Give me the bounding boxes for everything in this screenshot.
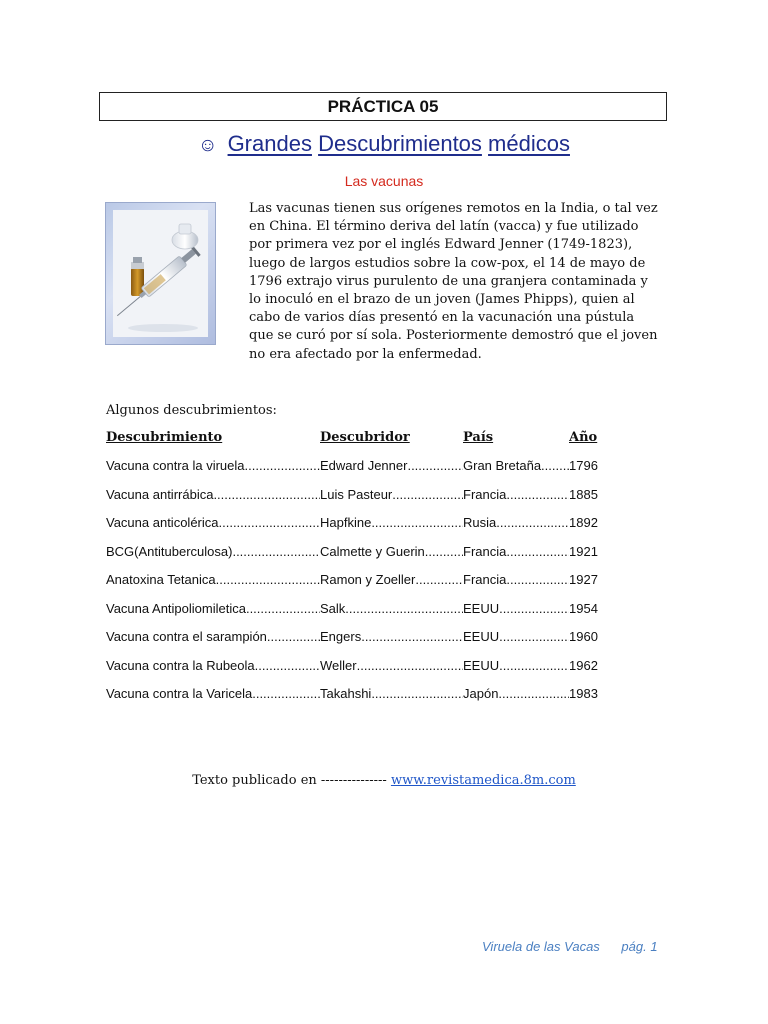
leader-dots <box>371 686 463 701</box>
header-descubrimiento: Descubrimiento <box>106 430 223 445</box>
leader-dots <box>357 658 463 673</box>
cell-descubridor: Ramon y Zoeller ..... <box>320 572 463 587</box>
table-row <box>106 658 606 678</box>
intro-line: en China. El término deriva del latín (vacca) y fue utilizado <box>249 219 639 235</box>
leader-dots <box>499 601 569 616</box>
leader-dots <box>267 629 320 644</box>
cell-pais: Japón ..... <box>463 686 569 701</box>
cell-descubrimiento: Vacuna antirrábica ..... <box>106 487 320 502</box>
intro-line: 1796 extrajo virus purulento de una granjera contaminada y <box>249 273 648 289</box>
leader-dots <box>219 515 321 530</box>
leader-dots <box>499 658 569 673</box>
main-heading <box>0 131 768 157</box>
cell-pais: EEUU ..... <box>463 629 569 644</box>
page-footer <box>482 939 658 954</box>
table-row <box>106 487 606 507</box>
cell-pais: Gran Bretaña ..... <box>463 458 569 473</box>
leader-dots <box>496 515 569 530</box>
cell-ano: 1927 <box>569 572 598 587</box>
leader-dots <box>245 458 320 473</box>
intro-line: que se curó por sí sola. Posteriormente demostró que el joven <box>249 328 658 344</box>
cell-descubridor: Weller ..... <box>320 658 463 673</box>
table-row <box>106 544 606 564</box>
published-link[interactable]: www.revistamedica.8m.com <box>390 773 576 788</box>
section-subheading: Las vacunas <box>344 173 424 189</box>
leader-dots <box>499 629 569 644</box>
cell-ano: 1921 <box>569 543 598 559</box>
published-line <box>0 773 768 788</box>
cell-pais: EEUU ..... <box>463 601 569 616</box>
leader-dots <box>213 487 320 502</box>
leader-dots <box>407 458 463 473</box>
cell-descubrimiento: Vacuna Antipoliomiletica ..... <box>106 601 320 616</box>
cell-ano: 1954 <box>569 600 598 616</box>
leader-dots <box>415 572 463 587</box>
leader-dots <box>345 601 463 616</box>
leader-dots <box>255 658 320 673</box>
cell-ano: 1983 <box>569 686 598 701</box>
cell-pais: Rusia ..... <box>463 515 569 530</box>
cell-descubrimiento: Vacuna contra la Rubeola ..... <box>106 658 320 673</box>
table-row <box>106 686 606 706</box>
heading-word-medicos: médicos <box>488 131 570 156</box>
cell-descubridor: Salk ..... <box>320 601 463 616</box>
cell-pais: Francia ..... <box>463 572 569 587</box>
cell-descubridor: Hapfkine ..... <box>320 515 463 530</box>
cell-ano: 1796 <box>569 458 598 473</box>
cell-ano: 1892 <box>569 515 598 530</box>
intro-line: no era afectado por la enfermedad. <box>249 346 482 362</box>
table-row <box>106 629 606 649</box>
table-row <box>106 515 606 535</box>
header-descubridor: Descubridor <box>320 430 410 445</box>
vaccine-photo-image <box>113 210 208 337</box>
cell-descubrimiento: BCG(Antituberculosa) ..... <box>106 544 320 559</box>
cell-descubrimiento: Vacuna contra la Varicela ..... <box>106 686 320 701</box>
leader-dots <box>232 544 320 559</box>
leader-dots <box>425 544 463 559</box>
cell-ano: 1962 <box>569 657 598 673</box>
cell-descubrimiento: Vacuna contra la viruela ..... <box>106 458 320 473</box>
cell-descubridor: Edward Jenner ..... <box>320 458 463 473</box>
leader-dots <box>506 544 569 559</box>
table-row <box>106 572 606 592</box>
table-row <box>106 458 606 478</box>
syringe-vial-illustration <box>113 210 208 337</box>
heading-word-grandes: Grandes <box>227 131 312 156</box>
intro-line: por primera vez por el inglés Edward Jenner (1749-1823), <box>249 237 633 253</box>
leader-dots <box>541 458 569 473</box>
leader-dots <box>371 515 463 530</box>
leader-dots <box>246 601 320 616</box>
cell-pais: Francia ..... <box>463 487 569 502</box>
table-row <box>106 601 606 621</box>
heading-word-descubrimientos: Descubrimientos <box>318 131 482 156</box>
page-title-box <box>99 92 667 121</box>
cell-descubrimiento: Vacuna anticolérica ..... <box>106 515 320 530</box>
intro-line: Las vacunas tienen sus orígenes remotos en la India, o tal vez <box>249 201 658 216</box>
cell-descubridor: Engers ..... <box>320 629 463 644</box>
header-pais: País <box>463 430 494 445</box>
cell-pais: EEUU ..... <box>463 658 569 673</box>
leader-dots <box>216 572 320 587</box>
leader-dots <box>392 487 463 502</box>
leader-dots <box>498 686 569 701</box>
cell-pais: Francia ..... <box>463 544 569 559</box>
leader-dots <box>252 686 320 701</box>
intro-line: cabo de varios días presentó en la vacunación una pústula <box>249 310 635 326</box>
cell-descubrimiento: Anatoxina Tetanica ..... <box>106 572 320 587</box>
cell-ano: 1960 <box>569 629 598 644</box>
smiley-icon: ☺ <box>198 135 218 156</box>
cell-descubrimiento: Vacuna contra el sarampión ..... <box>106 629 320 644</box>
list-intro: Algunos descubrimientos: <box>106 403 277 418</box>
intro-paragraph <box>249 200 661 364</box>
cell-descubridor: Takahshi ..... <box>320 686 463 701</box>
footer-doc-title: Viruela de las Vacas <box>482 939 600 954</box>
cell-descubridor: Calmette y Guerin ..... <box>320 544 463 559</box>
header-ano: Año <box>569 430 598 445</box>
page-title: PRÁCTICA 05 <box>327 96 439 116</box>
intro-line: lo inoculó en el brazo de un joven (James Phipps), quien al <box>249 292 635 308</box>
intro-line: luego de largos estudios sobre la cow-pox, el 14 de mayo de <box>249 255 646 271</box>
footer-page-number: pág. 1 <box>621 939 658 954</box>
leader-dots <box>361 629 463 644</box>
cell-descubridor: Luis Pasteur ..... <box>320 487 463 502</box>
published-prefix: Texto publicado en --------------- <box>192 773 387 788</box>
cell-ano: 1885 <box>569 486 598 502</box>
table-header-row <box>106 430 606 450</box>
vaccine-photo <box>105 202 216 345</box>
leader-dots <box>506 572 569 587</box>
leader-dots <box>506 487 569 502</box>
